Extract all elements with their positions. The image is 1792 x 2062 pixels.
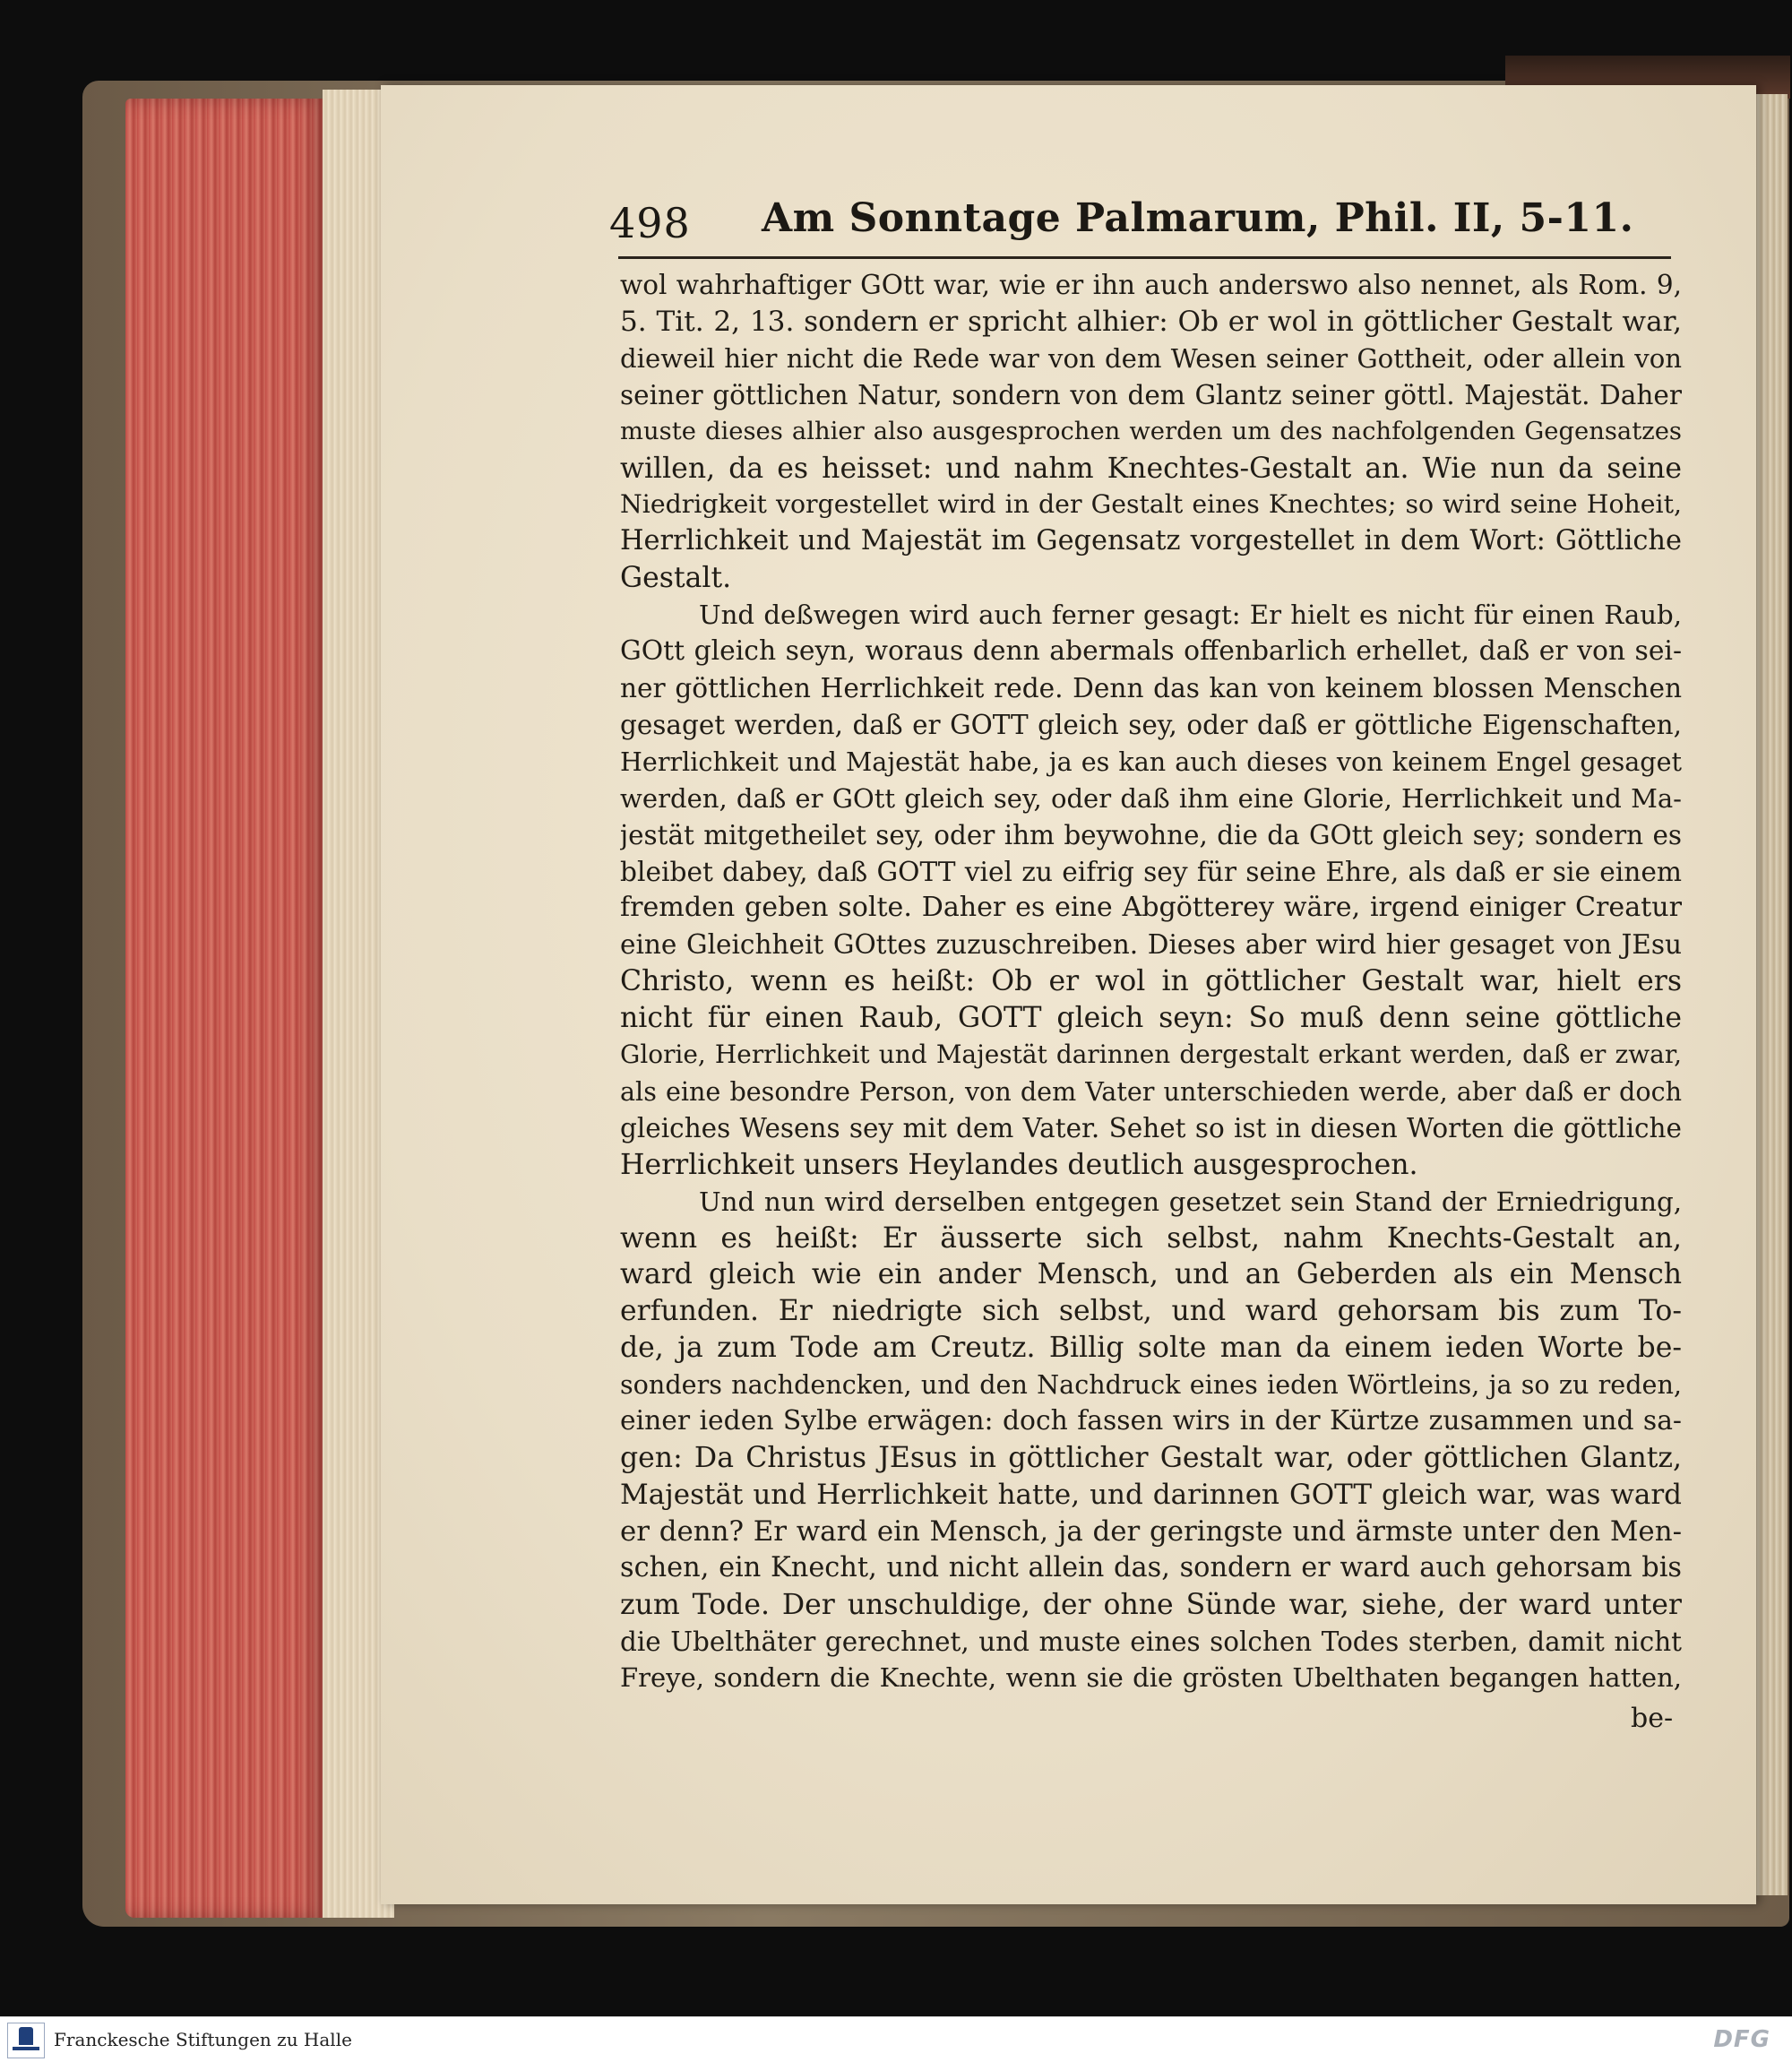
paragraph-2 [620, 597, 1682, 1184]
page-number: 498 [609, 199, 691, 247]
text-line: gleiches Wesens sey mit dem Vater. Sehet so ist in diesen Worten die göttliche [620, 1112, 1682, 1143]
text-line: Gestalt. [620, 562, 732, 595]
text-line: Freye, sondern die Knechte, wenn sie die grösten Ubelthaten begangen hatten, [620, 1662, 1682, 1694]
running-head [609, 195, 1684, 249]
text-line: muste dieses alhier also ausgesprochen werden um des nachfolgenden Gegensatzes [620, 417, 1682, 445]
text-line: bleibet dabey, daß GOTT viel zu eifrig sey für seine Ehre, als daß er sie einem [620, 855, 1682, 887]
text-line: sonders nachdencken, und den Nachdruck eines ieden Wörtleins, ja so zu reden, [620, 1369, 1682, 1401]
text-line: Und nun wird derselben entgegen gesetzet sein Stand der Erniedrigung, [699, 1186, 1682, 1217]
text-line: fremden geben solte. Daher es eine Abgötterey wäre, irgend einiger Creatur [620, 892, 1682, 924]
text-line: als eine besondre Person, von dem Vater unterschieden werde, aber daß er doch [620, 1075, 1682, 1107]
page-edges-right [1752, 94, 1788, 1895]
text-line: eine Gleichheit GOttes zuzuschreiben. Dieses aber wird hier gesaget von JEsu [620, 929, 1682, 961]
text-line: erfunden. Er niedrigte sich selbst, und ward gehorsam bis zum To- [620, 1295, 1682, 1328]
text-line: de, ja zum Tode am Creutz. Billig solte man da einem ieden Worte be- [620, 1332, 1682, 1365]
text-line: ward gleich wie ein ander Mensch, und an Geberden als ein Mensch [620, 1258, 1682, 1291]
text-line: gen: Da Christus JEsus in göttlicher Gestalt war, oder göttlichen Glantz, [620, 1442, 1682, 1474]
text-line: schen, ein Knecht, und nicht allein das, sondern er ward auch gehorsam bis [620, 1551, 1682, 1583]
text-line: Niedrigkeit vorgestellet wird in der Gestalt eines Knechtes; so wird seine Hoheit, [620, 489, 1682, 520]
text-line: willen, da es heisset: und nahm Knechtes-Gestalt an. Wie nun da seine [620, 452, 1682, 485]
institution-name[interactable]: Franckesche Stiftungen zu Halle [54, 2029, 352, 2050]
text-line: gesaget werden, daß er GOTT gleich sey, oder daß er göttliche Eigenschaften, [620, 709, 1682, 740]
text-line: seiner göttlichen Natur, sondern von dem Glantz seiner göttl. Majestät. Daher [620, 379, 1682, 410]
page-edges-red [125, 99, 332, 1918]
text-line: Und deßwegen wird auch ferner gesagt: Er hielt es nicht für einen Raub, [699, 600, 1682, 631]
text-line: Herrlichkeit und Majestät habe, ja es kan auch dieses von keinem Engel gesaget [620, 746, 1682, 777]
text-line: 5. Tit. 2, 13. sondern er spricht alhier: Ob er wol in göttlicher Gestalt war, [620, 305, 1682, 338]
text-line: Herrlichkeit unsers Heylandes deutlich ausgesprochen. [620, 1148, 1418, 1181]
text-line: GOtt gleich seyn, woraus denn abermals offenbarlich erhellet, daß er von sei- [620, 635, 1682, 668]
text-line: wenn es heißt: Er äusserte sich selbst, nahm Knechts-Gestalt an, [620, 1221, 1682, 1255]
text-line: ner göttlichen Herrlichkeit rede. Denn das kan von keinem blossen Menschen [620, 672, 1682, 703]
text-line: Majestät und Herrlichkeit hatte, und darinnen GOTT gleich war, was ward [620, 1478, 1682, 1511]
institution-logo-icon[interactable] [7, 2023, 45, 2058]
viewer-footer [0, 2016, 1792, 2062]
text-line: nicht für einen Raub, GOTT gleich seyn: So muß denn seine göttliche [620, 1002, 1682, 1035]
text-line: Christo, wenn es heißt: Ob er wol in göttlicher Gestalt war, hielt ers [620, 965, 1682, 998]
dfg-logo[interactable]: DFG [1713, 2026, 1770, 2053]
text-line: werden, daß er GOtt gleich sey, oder daß ihm eine Glorie, Herrlichkeit und Ma- [620, 782, 1682, 814]
header-rule [618, 256, 1671, 259]
text-line: Glorie, Herrlichkeit und Majestät darinnen dergestalt erkant werden, daß er zwar, [620, 1040, 1682, 1070]
text-line: Herrlichkeit und Majestät im Gegensatz vorgestellet in dem Wort: Göttliche [620, 525, 1682, 557]
text-line: dieweil hier nicht die Rede war von dem Wesen seiner Gottheit, oder allein von [620, 342, 1682, 374]
paragraph-3 [620, 1184, 1682, 1697]
paragraph-1 [620, 267, 1682, 597]
text-line: zum Tode. Der unschuldige, der ohne Sünde war, siehe, der ward unter [620, 1588, 1682, 1621]
text-line: wol wahrhaftiger GOtt war, wie er ihn auch anderswo also nennet, als Rom. 9, [620, 270, 1682, 300]
body-text [620, 267, 1682, 1696]
text-line: die Ubelthäter gerechnet, und muste eines solchen Todes sterben, damit nicht [620, 1626, 1682, 1657]
text-line: einer ieden Sylbe erwägen: doch fassen wirs in der Kürtze zusammen und sa- [620, 1405, 1682, 1437]
text-line: jestät mitgetheilet sey, oder ihm beywohne, die da GOtt gleich sey; sondern es [620, 819, 1682, 850]
text-line: er denn? Er ward ein Mensch, ja der geringste und ärmste unter den Men- [620, 1514, 1682, 1548]
catchword: be- [1631, 1703, 1674, 1734]
running-title: Am Sonntage Palmarum, Phil. II, 5-11. [762, 195, 1634, 241]
